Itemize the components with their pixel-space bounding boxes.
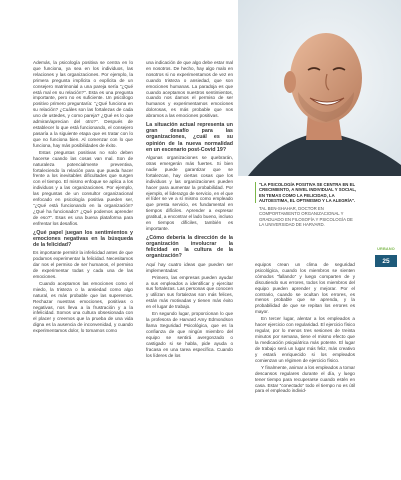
paragraph: Aquí hay cuatro ideas que pueden ser implementadas: — [146, 261, 233, 273]
paragraph: Estas preguntas positivas no solo deben hacerse cuando las cosas van mal. Son de naturaleza potencialmente preventiva, fortaleciendo la relación para que pueda hacer frente a los inevitables dificultades que surgen con el tiempo. El mismo enfoque se aplica a los individuos y a las organizaciones. Por ejemplo, las preguntas de un consultor organizacional enfocado en psicología positiva pueden ser, "¿Qué está funcionando en la organización? ¿Qué ha funcionado? ¿Qué podemos aprender de eso?". Esas es una buena plataforma para enfrentar los desafíos. — [33, 149, 133, 226]
page-number: 25 — [375, 255, 397, 267]
paragraph: equipos crean un clima de seguridad psicológica, cuando los miembros se sienten cómodos "fallando" y luego comparten de y discutiendo sus errores, todos los miembros del equipo pueden aprender y mejorar. Por el contrario, cuando se ocultan los errores, es menos probable que se aprenda, y la probabilidad de que se repitan los errores es mayor. — [255, 262, 355, 315]
paragraph: En segundo lugar, proporcionan lo que la profesora de Harvard Amy Edmondson llama Seguridad Psicológica, que es la confianza de que ningún miembro del equipo se sentirá avergonzado o castigado si se habla, pide ayuda o fracasa en una tarea específica. Cuando los líderes de los — [146, 311, 233, 358]
paragraph: Es importante permitir la infelicidad antes de que podamos experimentar la felicidad. Necesitamos dar nos el permiso de ser humanos, el permiso de experimentar todas y cada una de las emociones. — [33, 250, 133, 279]
pull-quote-text: "LA PSICOLOGÍA POSITIVA SE CENTRA EN EL CRECIMIENTO, A NIVEL INDIVIDUAL Y SOCIAL, EN TEMAS COMO LA FELICIDAD, LA AUTOESTIMA, EL OPTIMISMO Y LA ALEGRÍA". — [255, 182, 359, 203]
section-label: URBANO — [377, 247, 395, 251]
subheading: ¿Qué papel juegan los sentimientos y emociones negativas en la búsqueda de la felicidad? — [33, 229, 133, 248]
paragraph: En tercer lugar, alentar a los empleados a hacer ejercicio con regularidad. El ejercicio físico regular, por lo menos tres sesiones de treinta minutos por semana, tiene el mismo efecto que la medicación psiquiátrica más potente. El lugar de trabajo será un lugar más feliz, más creativo y estará enriquecido si los empleados comienzan un régimen de ejercicio físico. — [255, 316, 355, 363]
paragraph: una indicación de que algo debe estar mal en nosotros. De hecho, hay algo malo en nosotros si no experimentamos de vez en cuando tristeza o ansiedad, que son emociones humanas. La paradoja es que cuando aceptamos nuestros sentimientos, cuando nos damos el permiso de ser humanos y experimentamos emociones dolorosas, es más probable que nos abramos a las emociones positivas. — [146, 60, 233, 119]
portrait-photo — [238, 0, 401, 176]
paragraph: Algunas organizaciones se quebrarán, otras emergerán más fuertes. Si bien nadie puede garantizar que se fortalezcan, hay ciertas cosas que los individuos y las organizaciones pueden hacer para aumentar la probabilidad. Por ejemplo, el liderazgo de servicio, en el que el líder se ve a sí mismo como empleado que presta servicio, es fundamental en tiempos difíciles. Aprender a expresar gratitud, a encontrar el lado bueno, incluso en tiempos difíciles, también es importante. — [146, 155, 233, 231]
subheading: ¿Cómo debería la dirección de la organización involucrar la felicidad en la cultura de la organización? — [146, 234, 233, 260]
paragraph: Primero, las empresas pueden ayudar a sus empleados a identificar y ejercitar sus fortalezas. Las personas que conocen y utilizan sus fortalezas son más felices, están más motivadas y tienen más éxito en el lugar de trabajo. — [146, 274, 233, 310]
article-column-2 — [146, 60, 233, 360]
paragraph: Cuando aceptamos las emociones como el miedo, la tristeza o la ansiedad como algo natural, es más probable que las superemos. Rechazar nuestras emociones, positivas o negativas, nos lleva a la frustración y a la infelicidad. Somos una cultura obsesionada con el placer y creemos que la prueba de una vida digna es la ausencia de inconvenidad, y cuando experimentamos dolor, lo tomamos como — [33, 280, 133, 334]
article-column-3 — [255, 262, 355, 396]
subheading: La situación actual representa un gran desafío para las organizaciones, ¿cuál es su opinión de la nueva normalidad en un escenario post-Covid 19? — [146, 122, 233, 153]
article-column-1 — [33, 60, 133, 335]
pull-quote-author: TAL BEN-SHAHAR, DOCTOR EN COMPORTAMIENTO ORGANIZACIONAL Y GRADUADO EN FILOSOFÍA Y PSICOLOGÍA DE LA UNIVERSIDAD DE HARVARD. — [259, 206, 353, 228]
paragraph: Y finalmente, animar a los empleados a tomar descansos regulares durante el día, y luego tener tiempo para recuperarse cuando estén en casa. Estar "conectado" todo el tiempo no es útil para el empleado individ- — [255, 364, 355, 394]
paragraph: Además, la psicología positiva se centra en lo que funciona, ya sea en los individuos, las relaciones y las organizaciones. Por ejemplo, la primera pregunta implícita o explícita de un consejero matrimonial a una pareja sería "¿Qué está mal en su relación?". Esta es una pregunta importante, pero no es suficiente. Un psicólogo positivo primero preguntaría: "¿Qué funciona en su relación? ¿Cuáles son las fortalezas de cada uno de ustedes, y como pareja? ¿Qué es lo que admiran/aprecian del otro?". Después de establecer lo que está funcionando, el consejero pasaría a la siguiente etapa que es tratar con lo que no funciona bien. Al comenzar con lo que funciona, hay más posibilidades de éxito. — [33, 60, 133, 148]
pull-quote — [255, 182, 359, 227]
